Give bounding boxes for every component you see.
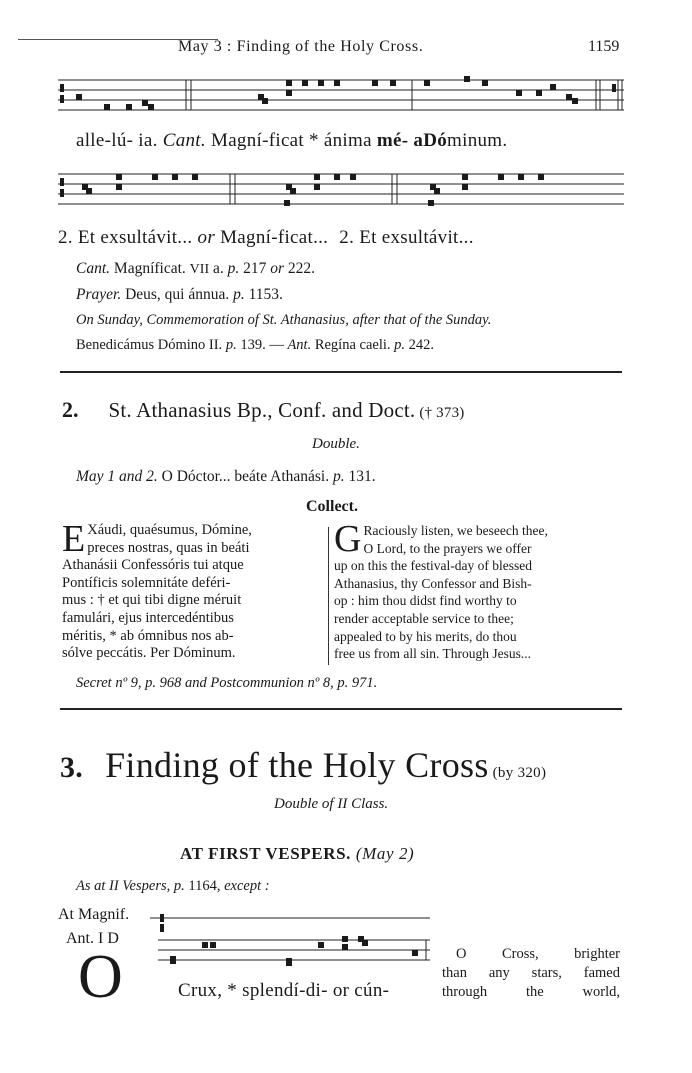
lyric-mea: mé- a	[376, 130, 424, 151]
section-3-title: Finding of the Holy Cross	[105, 745, 489, 785]
secret-postcommunion-ref: Secret nº 9, p. 968 and Postcommunion nº 8, p. 971.	[76, 675, 378, 691]
section-3-number: 3.	[60, 751, 84, 784]
lyric-alleluia: alle-lú- ia.	[76, 130, 158, 151]
chant-staff-3	[150, 914, 430, 972]
running-header	[0, 38, 692, 60]
section-2-number: 2.	[62, 397, 79, 422]
column-divider	[328, 527, 329, 665]
first-vespers-date: (May 2)	[355, 844, 415, 863]
section-2-antiphon-ref: May 1 and 2. O Dóctor... beáte Athanási. p. 131.	[76, 468, 376, 485]
section-3-rank: Double of II Class.	[274, 796, 389, 812]
lyric-magnificat: Magní-ficat * ánima	[211, 130, 372, 151]
lyric-cant: Cant.	[162, 130, 206, 151]
chant-staff-2	[58, 170, 624, 216]
at-magnificat-label: At Magnif.	[58, 906, 130, 923]
first-vespers-heading: AT FIRST VESPERS. (May 2)	[180, 844, 415, 863]
chant-lyric-2	[58, 227, 474, 249]
page-number: 1159	[588, 38, 620, 55]
latin-dropcap: E	[62, 518, 86, 560]
sunday-rubric: On Sunday, Commemoration of St. Athanasius, after that of the Sunday.	[76, 312, 492, 328]
canticle-ref: Cant. Magníficat. VII a. p. 217 or 222.	[76, 260, 316, 277]
lyric-et-exsultavit-1: 2. Et exsultávit...	[58, 227, 193, 248]
english-dropcap: G	[334, 518, 362, 560]
running-title: May 3 : Finding of the Holy Cross.	[178, 38, 424, 55]
chant-lyric-1	[76, 130, 507, 152]
section-divider-2	[60, 708, 622, 710]
collect-heading: Collect.	[306, 498, 358, 515]
big-initial-o: O	[78, 943, 123, 1011]
section-3-heading	[60, 744, 546, 786]
antiphon-mode-label: Ant. I D	[66, 930, 119, 947]
section-2-date: († 373)	[419, 405, 465, 421]
section-2-rank: Double.	[312, 436, 360, 452]
collect-english: G Raciously listen, we beseech thee, O Lord, to the prayers we offer up on this the festival-day of blessed Athanasius, thy Confessor and Bish- op : him thou didst find worthy to render acceptable service to thee; appealed to by his merits, do thou free us from all sin. Through Jesus...	[334, 518, 548, 662]
collect-latin: E Xáudi, quaésumus, Dómine, preces nostras, quas in beáti Athanásii Confessóris tui atque Pontíficis solemnitáte deféri- mus : † et qui tibi digne méruit famulári, ejus intercedéntibus méritis, * ab ómnibus nos ab- sólve peccátis. Per Dóminum.	[62, 518, 252, 662]
section-2-title: St. Athanasius Bp., Conf. and Doct.	[108, 398, 416, 422]
lyric-magnificat-2: Magní-ficat...	[220, 227, 329, 248]
prayer-ref: Prayer. Deus, qui ánnua. p. 1153.	[76, 286, 283, 303]
lyric-do: Dó	[423, 130, 448, 151]
benedicamus-ref: Benedicámus Dómino II. p. 139. — Ant. Regína caeli. p. 242.	[76, 337, 435, 353]
section-divider-1	[60, 371, 622, 373]
antiphon-translation: O Cross, brighter than any stars, famed through the world,	[442, 946, 620, 1000]
chant-lyric-3: Crux, * splendí-di- or cún-	[178, 980, 390, 1001]
section-2-heading	[62, 397, 464, 423]
chant-staff-1	[58, 76, 624, 124]
lyric-or: or	[197, 227, 216, 248]
as-at-second-vespers: As at II Vespers, p. 1164, except :	[76, 878, 270, 894]
lyric-minum: minum.	[447, 130, 508, 151]
section-3-date: (by 320)	[492, 765, 547, 781]
lyric-et-exsultavit-2: 2. Et exsultávit...	[339, 227, 474, 248]
